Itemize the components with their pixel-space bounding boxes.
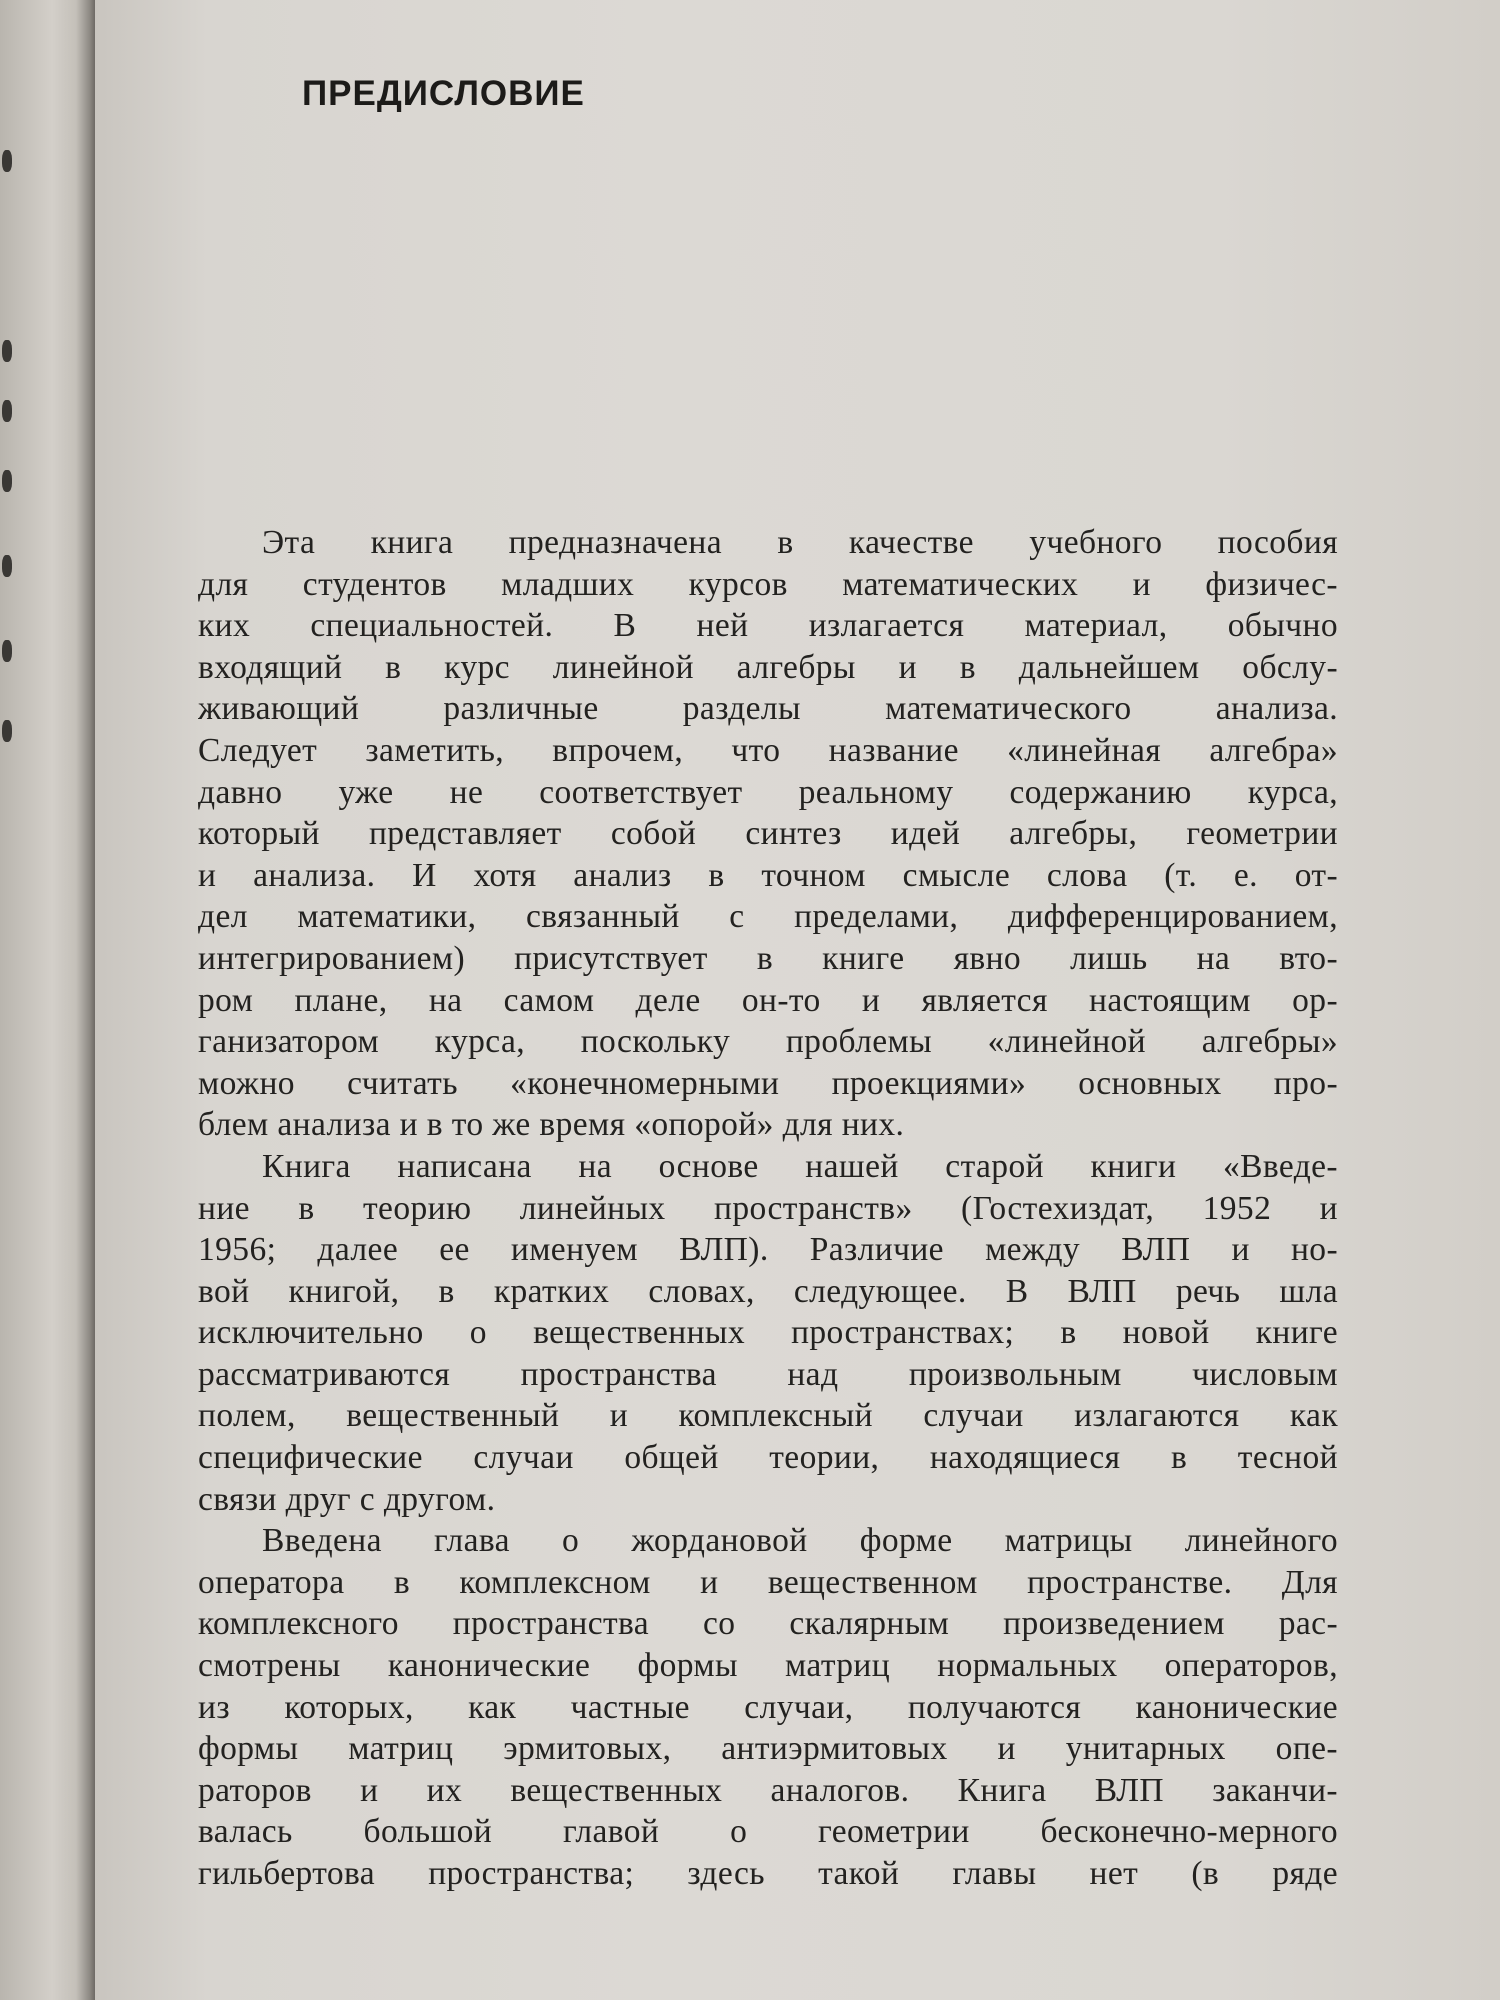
text-line: давно уже не соответствует реальному содержанию курса,: [198, 773, 1338, 811]
text-line: полем, вещественный и комплексный случаи излагаются как: [198, 1397, 1338, 1435]
text-line: гильбертова пространства; здесь такой главы нет (в ряде: [198, 1855, 1338, 1892]
paragraph: [198, 1520, 1338, 1894]
page-body-text: [198, 522, 1338, 1895]
text-line: можно считать «конечномерными проекциями» основных про-: [198, 1064, 1338, 1102]
text-line: ганизатором курса, поскольку проблемы «линейной алгебры»: [198, 1023, 1338, 1061]
text-line: формы матриц эрмитовых, антиэрмитовых и унитарных опе-: [198, 1730, 1338, 1768]
text-line: рассматриваются пространства над произвольным числовым: [198, 1355, 1338, 1393]
paragraph: [198, 1146, 1338, 1520]
text-line: ких специальностей. В ней излагается материал, обычно: [198, 607, 1338, 645]
text-line: оператора в комплексном и вещественном пространстве. Для: [198, 1563, 1338, 1601]
text-line: дел математики, связанный с пределами, дифференцированием,: [198, 898, 1338, 936]
text-line: 1956; далее ее именуем ВЛП). Различие между ВЛП и но-: [198, 1231, 1338, 1269]
text-line: Введена глава о жордановой форме матрицы линейного: [262, 1522, 1338, 1560]
text-line: Книга написана на основе нашей старой книги «Введе-: [262, 1147, 1338, 1185]
text-line: который представляет собой синтез идей алгебры, геометрии: [198, 815, 1338, 853]
text-line: валась большой главой о геометрии бесконечно-мерного: [198, 1813, 1338, 1851]
text-line: для студентов младших курсов математических и физичес-: [198, 565, 1338, 603]
text-line: Следует заметить, впрочем, что название «линейная алгебра»: [198, 731, 1338, 769]
text-line: блем анализа и в то же время «опорой» для них.: [198, 1106, 905, 1144]
text-line: смотрены канонические формы матриц нормальных операторов,: [198, 1647, 1338, 1685]
text-line: интегрированием) присутствует в книге явно лишь на вто-: [198, 939, 1338, 977]
text-line: связи друг с другом.: [198, 1480, 496, 1518]
page-title: ПРЕДИСЛОВИЕ: [302, 74, 585, 113]
text-line: ние в теорию линейных пространств» (Гостехиздат, 1952 и: [198, 1189, 1338, 1227]
text-line: ром плане, на самом деле он-то и является настоящим ор-: [198, 981, 1338, 1019]
text-line: исключительно о вещественных пространствах; в новой книге: [198, 1314, 1338, 1352]
text-line: специфические случаи общей теории, находящиеся в тесной: [198, 1439, 1338, 1477]
text-line: раторов и их вещественных аналогов. Книга ВЛП заканчи-: [198, 1771, 1338, 1809]
left-page-text-fragments: [2, 0, 16, 2000]
text-line: живающий различные разделы математического анализа.: [198, 690, 1338, 728]
text-line: комплексного пространства со скалярным произведением рас-: [198, 1605, 1338, 1643]
text-line: входящий в курс линейной алгебры и в дальнейшем обслу-: [198, 648, 1338, 686]
text-line: и анализа. И хотя анализ в точном смысле слова (т. е. от-: [198, 856, 1338, 894]
text-line: из которых, как частные случаи, получаются канонические: [198, 1688, 1338, 1726]
left-page-edge: [0, 0, 95, 2000]
text-line: Эта книга предназначена в качестве учебного пособия: [262, 524, 1338, 561]
paragraph: [198, 522, 1338, 1146]
text-line: вой книгой, в кратких словах, следующее. В ВЛП речь шла: [198, 1272, 1338, 1310]
